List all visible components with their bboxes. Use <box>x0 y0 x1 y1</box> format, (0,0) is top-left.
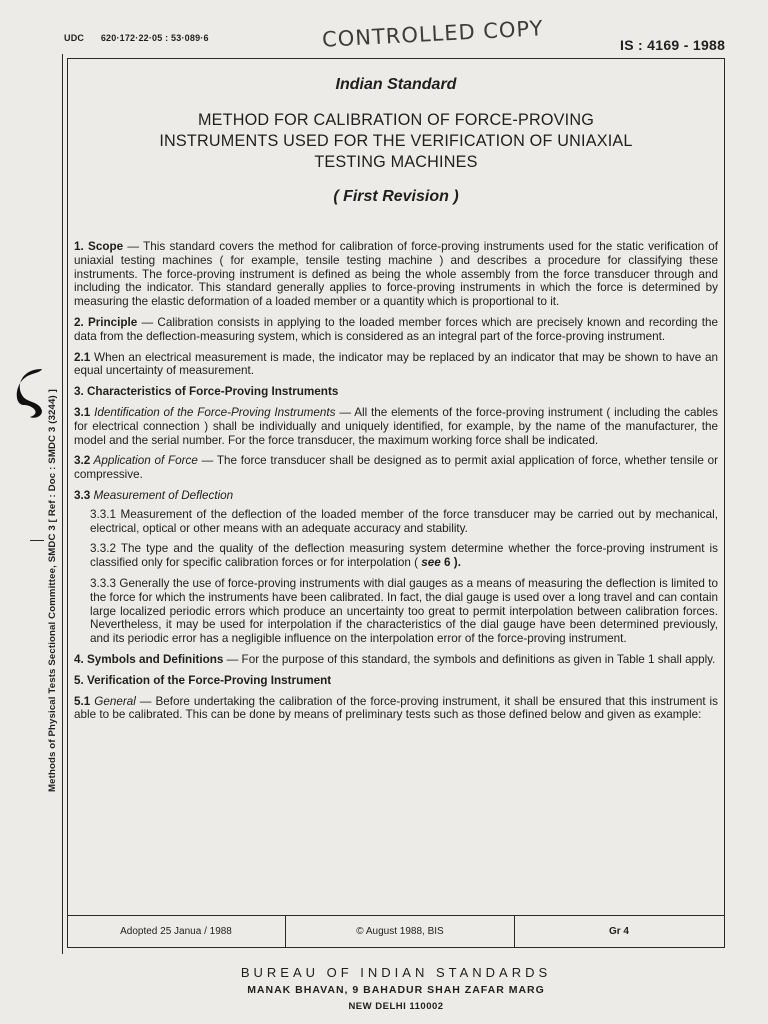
controlled-copy-stamp: CONTROLLED COPY <box>321 16 545 52</box>
section-text: — This standard covers the method for calibration of force-proving instruments used for the static verification of uniaxial testing machines ( for example, tensile testing machine ) and describes a procedure for classifying these instruments. The force-proving instrument is defined as being the whole assembly from the force transducer through and including the indicator. This standard generally applies to force-proving instruments in which the force is determined by measuring the elastic deformation of a loaded member or a quantity which is proportional to it. <box>74 240 718 309</box>
section-heading: 2. Principle <box>74 315 138 329</box>
document-kind: Indian Standard <box>335 76 457 93</box>
clause-text: When an electrical measurement is made, the indicator may be replaced by an indicator that may be shown to have an equal uncertainty of measurement. <box>74 350 718 378</box>
udc-label: UDC <box>64 33 85 43</box>
document-body <box>74 240 718 722</box>
udc-code: 620·172·22·05 : 53·089·6 <box>100 33 209 43</box>
udc-classification <box>64 33 209 43</box>
publisher-address: MANAK BHAVAN, 9 BAHADUR SHAH ZAFAR MARG <box>247 984 545 996</box>
clause-3-3-1: 3.3.1 Measurement of the deflection of the loaded member of the force transducer may be carried out by mechanical, electrical, optical or other means with an adequate accuracy and stability. <box>90 507 718 535</box>
clause-text: — The force transducer shall be designed as to permit axial application of force, whether tensile or compressive. <box>74 454 719 482</box>
section-symbols <box>74 653 718 667</box>
clause-title: Measurement of Deflection <box>90 488 234 502</box>
section-scope <box>74 240 718 309</box>
clause-3-3-2 <box>74 542 718 570</box>
clause-3-3-3: 3.3.3 Generally the use of force-proving instruments with dial gauges as a means of measuring the deflection is limited to the force for which the instruments have been calibrated. In fact, the dial gauge is used over a long travel and can contain large localized periodic errors which produce an uncertainty too great to permit interpolation between calibration forces. Nevertheless, it may be used for interpolation if the characteristics of the dial gauge have been determined previously, and its periodic error has a negligible influence on the interpolation error of the force-proving instrument. <box>90 576 718 646</box>
committee-side-text: Methods of Physical Tests Sectional Committee, SMDC 3 [ Ref : Doc : SMDC 3 (3244) ] <box>47 388 58 792</box>
publisher-name: BUREAU OF INDIAN STANDARDS <box>240 965 552 980</box>
revision-note: ( First Revision ) <box>333 188 459 205</box>
publisher-city: NEW DELHI 110002 <box>348 1001 444 1012</box>
clause-3-2 <box>74 454 718 482</box>
clause-2-1 <box>74 351 718 379</box>
section-text: — Calibration consists in applying to the loaded member forces which are precisely known and recording the data from the deflection-measuring system, which is considered as an integral part of the force-proving instrument. <box>74 315 718 343</box>
clause-ref: 6 ). <box>440 556 461 570</box>
binding-hole-mark <box>12 365 52 420</box>
clause-number: 2.1 <box>74 350 91 364</box>
title-line: METHOD FOR CALIBRATION OF FORCE-PROVING <box>197 111 594 129</box>
clause-see: see <box>421 556 441 570</box>
document-title <box>100 110 692 173</box>
section-heading: 1. Scope <box>74 240 124 253</box>
clause-3-1 <box>74 406 718 447</box>
adopted-date: Adopted 25 Janua / 1988 <box>120 926 232 937</box>
clause-title: Application of Force <box>90 454 198 468</box>
footer-row <box>67 915 725 946</box>
section-heading: 4. Symbols and Definitions <box>74 652 224 666</box>
title-line: INSTRUMENTS USED FOR THE VERIFICATION OF UNIAXIAL <box>159 132 633 150</box>
section-heading: 3. Characteristics of Force-Proving Instruments <box>74 385 339 399</box>
side-dash <box>30 540 44 541</box>
left-margin-rule <box>62 54 63 954</box>
clause-title: General <box>90 694 136 708</box>
clause-text: 3.3.2 The type and the quality of the deflection measuring system determine whether the force-proving instrument is classified only for specific calibration forces or for interpolation ( <box>90 542 718 570</box>
clause-3-3 <box>74 489 718 503</box>
section-heading: 5. Verification of the Force-Proving Instrument <box>74 673 332 687</box>
title-line: TESTING MACHINES <box>314 153 478 171</box>
standard-number: IS : 4169 - 1988 <box>620 37 726 53</box>
copyright: © August 1988, BIS <box>285 916 515 947</box>
clause-title: Identification of the Force-Proving Instruments <box>90 405 336 419</box>
clause-5-1 <box>74 695 718 723</box>
price-group: Gr 4 <box>608 926 629 937</box>
section-principle <box>74 316 718 344</box>
clause-number: 3.3 <box>74 488 91 502</box>
clause-number: 5.1 <box>74 694 91 708</box>
section-text: — For the purpose of this standard, the symbols and definitions as given in Table 1 shall apply. <box>223 652 716 666</box>
clause-text: — All the elements of the force-proving instrument ( including the cables for electrical connection ) shall be individually and uniquely identified, for example, by the name of the manufacturer, the model and the serial number. For the force transducer, the maximum working force shall be indicated. <box>74 405 718 447</box>
clause-number: 3.2 <box>74 454 91 468</box>
clause-number: 3.1 <box>74 405 91 419</box>
clause-text: — Before undertaking the calibration of the force-proving instrument, it shall be ensured that this instrument is able to be calibrated. This can be done by means of preliminary tests such as those defined below and given as example: <box>74 694 718 722</box>
